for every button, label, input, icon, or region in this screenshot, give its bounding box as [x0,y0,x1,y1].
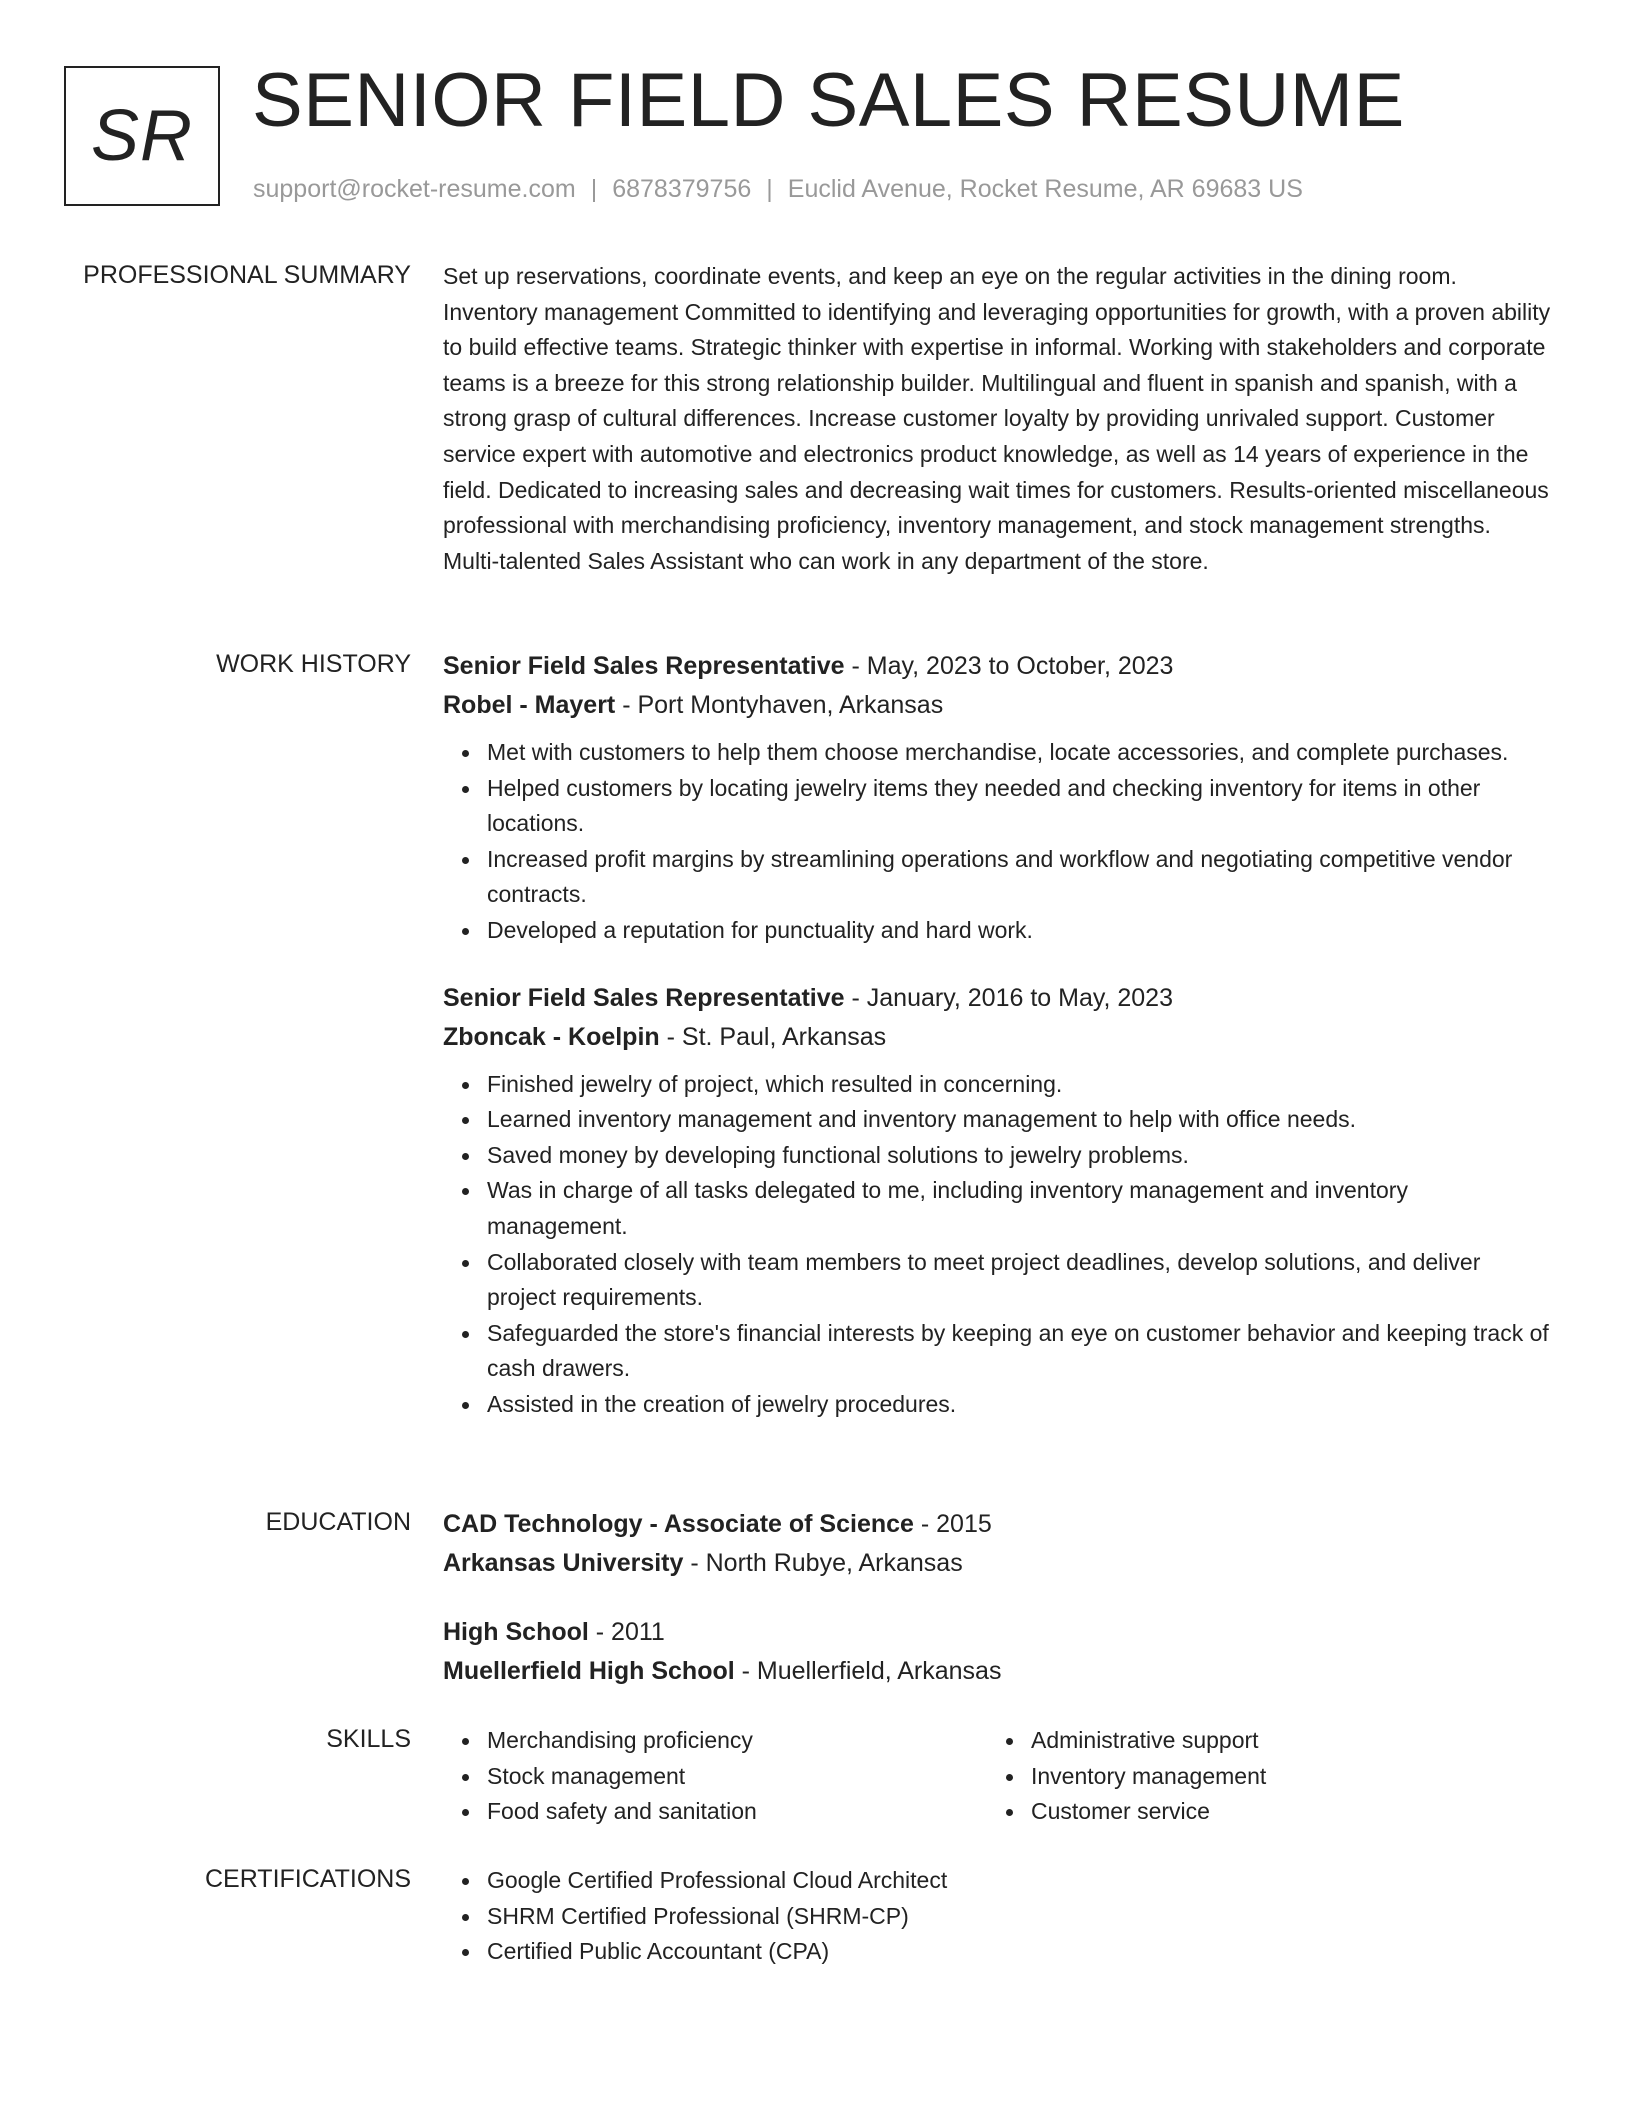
skills-column [987,1723,1551,1830]
job-bullet: Saved money by developing functional solutions to jewelry problems. [487,1138,1553,1174]
education-degree-line [443,1613,1553,1652]
monogram-badge [64,66,220,206]
job-company: Zboncak - Koelpin [443,1022,660,1051]
job-location: - St. Paul, Arkansas [659,1022,887,1051]
job-bullet: Developed a reputation for punctuality and hard work. [487,913,1553,949]
monogram-text: SR [90,96,194,176]
summary-body [443,259,1553,579]
certifications-body [443,1863,1553,1970]
contact-line [253,174,1303,204]
section-label-education: EDUCATION [265,1508,411,1536]
job-company-line [443,686,1553,725]
job-bullet: Collaborated closely with team members to meet project deadlines, develop solutions, and deliver project requirements. [487,1245,1553,1316]
job-entry [443,647,1553,949]
certification-item: Google Certified Professional Cloud Architect [487,1863,1553,1899]
skill-item: Merchandising proficiency [487,1723,987,1759]
job-bullet: Increased profit margins by streamlining operations and workflow and negotiating competitive vendor contracts. [487,842,1553,913]
work-history-body [443,647,1553,1453]
certification-item: SHRM Certified Professional (SHRM-CP) [487,1899,1553,1935]
job-dates: - May, 2023 to October, 2023 [844,652,1174,680]
skill-item: Administrative support [1031,1723,1551,1759]
skills-column [443,1723,987,1830]
skills-grid [443,1723,1553,1830]
contact-phone[interactable]: 6878379756 [612,175,752,203]
section-label-summary: PROFESSIONAL SUMMARY [83,261,411,289]
skills-body [443,1723,1553,1830]
education-year: - 2015 [913,1510,992,1538]
job-bullet: Finished jewelry of project, which resulted in concerning. [487,1067,1553,1103]
summary-text: Set up reservations, coordinate events, and keep an eye on the regular activities in the dining room. Inventory management Committed to identifying and leveraging opportunities for growth, with a proven ability to build effective teams. Strategic thinker with expertise in informal. Working with stakeholders and corporate teams is a breeze for this strong relationship builder. Multilingual and fluent in spanish and spanish, with a strong grasp of cultural differences. Increase customer loyalty by providing unrivaled support. Customer service expert with automotive and electronics product knowledge, as well as 14 years of experience in the field. Dedicated to increasing sales and decreasing wait times for customers. Results-oriented miscellaneous professional with merchandising proficiency, inventory management, and stock management strengths. Multi-talented Sales Assistant who can work in any department of the store. [443,263,1551,574]
section-label-certifications: CERTIFICATIONS [204,1865,411,1893]
job-bullet: Met with customers to help them choose merchandise, locate accessories, and complete purchases. [487,735,1553,771]
job-dates: - January, 2016 to May, 2023 [844,983,1173,1012]
skill-item: Food safety and sanitation [487,1794,987,1830]
job-title-line [443,979,1553,1018]
section-label-work-history: WORK HISTORY [216,650,411,678]
education-location: - North Rubye, Arkansas [683,1549,963,1577]
contact-address: Euclid Avenue, Rocket Resume, AR 69683 US [787,175,1303,203]
section-label-skills: SKILLS [326,1725,411,1753]
job-entry [443,979,1553,1423]
education-entry [443,1613,1553,1691]
education-body [443,1505,1553,1721]
education-degree: High School [443,1618,589,1646]
contact-separator: | [766,175,773,203]
education-degree-line [443,1505,1553,1544]
education-school: Arkansas University [443,1549,684,1577]
job-company-line [443,1018,1553,1057]
job-bullets [443,735,1553,949]
education-year: - 2011 [588,1618,665,1646]
certification-item: Certified Public Accountant (CPA) [487,1934,1553,1970]
skill-item: Customer service [1031,1794,1551,1830]
contact-email[interactable]: support@rocket-resume.com [253,175,576,203]
education-school-line [443,1544,1553,1583]
job-title-line [443,647,1553,686]
education-school-line [443,1652,1553,1691]
job-bullet: Assisted in the creation of jewelry procedures. [487,1387,1553,1423]
education-school: Muellerfield High School [443,1657,735,1685]
job-bullet: Safeguarded the store's financial interests by keeping an eye on customer behavior and keeping track of cash drawers. [487,1316,1553,1387]
job-company: Robel - Mayert [443,691,616,719]
resume-title: SENIOR FIELD SALES RESUME [252,58,1405,143]
skill-item: Inventory management [1031,1759,1551,1795]
contact-separator: | [590,175,598,203]
job-title: Senior Field Sales Representative [443,652,845,680]
certifications-list [443,1863,1553,1970]
education-entry [443,1505,1553,1583]
job-location: - Port Montyhaven, Arkansas [615,691,944,719]
job-bullet: Was in charge of all tasks delegated to me, including inventory management and inventory management. [487,1173,1553,1244]
job-bullet: Learned inventory management and inventory management to help with office needs. [487,1102,1553,1138]
skill-item: Stock management [487,1759,987,1795]
job-title: Senior Field Sales Representative [443,983,845,1012]
education-location: - Muellerfield, Arkansas [734,1657,1002,1685]
education-degree: CAD Technology - Associate of Science [443,1510,914,1538]
job-bullet: Helped customers by locating jewelry items they needed and checking inventory for items in other locations. [487,771,1553,842]
job-bullets [443,1067,1553,1423]
